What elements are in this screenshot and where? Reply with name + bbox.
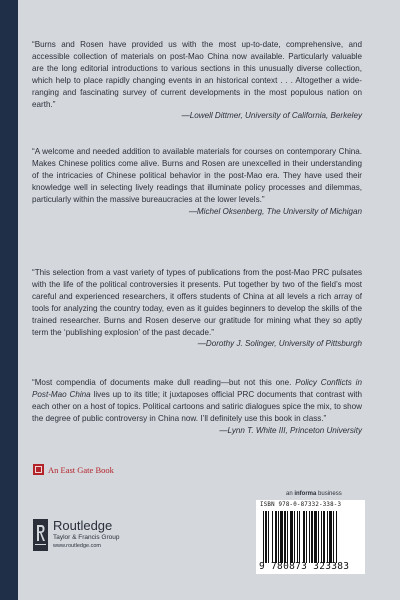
- barcode-bar: [280, 511, 283, 563]
- blurb-quote: [32, 377, 362, 425]
- barcode-bar: [299, 511, 300, 563]
- barcode-bar: [336, 511, 337, 563]
- barcode-bar: [321, 511, 322, 563]
- barcode-bar: [290, 511, 293, 563]
- barcode-bar: [265, 511, 267, 563]
- blurb-attribution: —Lowell Dittmer, University of California, Berkeley: [181, 111, 362, 121]
- barcode-bar: [287, 511, 288, 563]
- barcode-bar: [333, 511, 334, 563]
- informa-brand: informa: [294, 491, 317, 497]
- barcode-bar: [329, 511, 332, 563]
- blurb-quote: “Burns and Rosen have provided us with the most up-to-date, comprehensive, and accessible collection of materials on post-Mao China now available. Particularly valuable are the long editorial introductions to various sections in this unusually diverse collection, which help to place rapidly changing events in an historical context . . . Altogether a wide-ranging and fascinating survey of current developments in the most populous nation on earth.”: [32, 40, 362, 109]
- book-title: Policy Conflicts in Post-Mao China: [32, 378, 362, 399]
- barcode-bar: [309, 511, 310, 563]
- east-gate-logo-icon: [33, 464, 44, 475]
- publisher-group: Taylor & Francis Group: [53, 534, 120, 541]
- routledge-logo: [33, 519, 119, 551]
- quote-text: “Most compendia of documents make dull reading—but not this one.: [32, 378, 296, 387]
- barcode-bar: [303, 511, 305, 563]
- blurb-attribution: —Lynn T. White III, Princeton University: [219, 425, 362, 435]
- barcode-bar: [311, 511, 313, 563]
- barcode-bar: [272, 511, 273, 563]
- quote-text: lives up to its title; it juxtaposes official PRC documents that contrast with each other on a host of topics. Political cartoons and satiric dialogues spice the mix, to show the degree of public controversy in China now. I’ll definitely use this book in class.”: [32, 389, 362, 423]
- barcode-bar: [323, 511, 325, 563]
- publisher-name: Routledge: [53, 518, 113, 533]
- barcode-bar: [284, 511, 286, 563]
- blurb-solinger: [32, 267, 362, 350]
- barcode-bar: [268, 511, 269, 563]
- routledge-r-icon: [33, 519, 48, 551]
- barcode-bar: [263, 511, 264, 563]
- barcode-bar: [318, 511, 319, 563]
- publisher-url: www.routledge.com: [53, 543, 101, 549]
- barcode-bar: [275, 511, 277, 563]
- blurb-dittmer: [32, 39, 362, 122]
- east-gate-label: An East Gate Book: [48, 464, 114, 475]
- blurb-oksenberg: [32, 146, 362, 217]
- blurb-quote: “This selection from a vast variety of types of publications from the post-Mao PRC pulsates with the life of the political controversies it presents. Put together by two of the field’s most careful and experienced researchers, it offers students of China at all levels a rich array of tools for analyzing the country today, even as it guides beginners to develop the skills of the trained researcher. Burns and Rosen deserve our gratitude for mining what they so aptly term the ‘publishing explosion’ of the past decade.”: [32, 268, 362, 337]
- barcode-bar: [278, 511, 279, 563]
- blurb-quote: “A welcome and needed addition to available materials for courses on contemporary China. Makes Chinese politics come alive. Burns and Rosen are unexcelled in their understanding of the intricacies of Chinese political behavior in the post-Mao era. They have used their knowledge well in selecting lively readings that illuminate policy processes and dilemmas, particularly within the massive bureaucracies at the lower levels.”: [32, 147, 362, 204]
- barcode-bar: [294, 511, 295, 563]
- east-gate-imprint: [33, 463, 114, 476]
- informa-suffix: business: [316, 491, 342, 497]
- blurb-attribution: —Dorothy J. Solinger, University of Pittsburgh: [197, 339, 362, 349]
- barcode-bar: [297, 511, 298, 563]
- informa-prefix: an: [286, 491, 295, 497]
- blurb-attribution: —Michel Oksenberg, The University of Michigan: [188, 206, 362, 216]
- barcode-bar: [327, 511, 328, 563]
- barcode-panel: [256, 500, 365, 574]
- informa-line: [286, 491, 342, 497]
- barcode-number: 9 780873 323383: [259, 561, 350, 572]
- barcode-bar: [314, 511, 317, 563]
- blurb-white: [32, 377, 362, 437]
- barcode-bar: [306, 511, 307, 563]
- isbn-text: ISBN 978-0-87332-338-3: [260, 502, 342, 508]
- barcode-bars: [263, 511, 359, 563]
